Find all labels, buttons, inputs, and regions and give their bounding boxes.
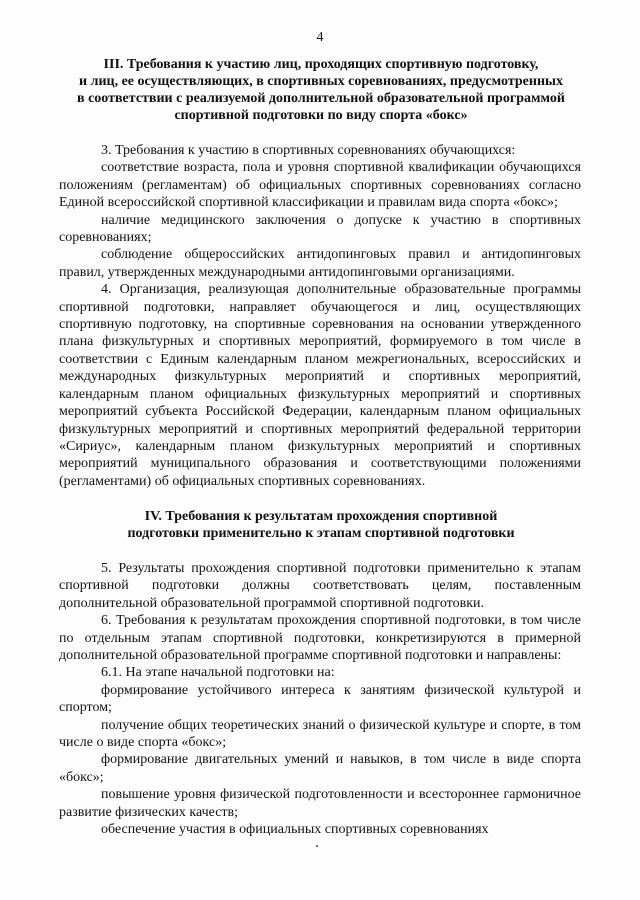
heading-line: III. Требования к участию лиц, проходящих спортивную подготовку, — [103, 57, 539, 72]
section-3-body — [59, 142, 581, 490]
paragraph: 3. Требования к участию в спортивных соревнованиях обучающихся: — [101, 143, 516, 158]
paragraph: 6.1. На этапе начальной подготовки на: — [101, 665, 335, 681]
paragraph: 4. Организация, реализующая дополнительные образовательные программы спортивной подготовки, направляет обучающегося и лиц, осуществляющих спортивную подготовку, на спортивные соревнования на основании утвержденного плана физкультурных и спортивных мероприятий, формируемого в том числе в соответствии с Единым календарным планом межрегиональных, всероссийских и международных физкультурных мероприятий и спортивных мероприятий, календарным планом официальных физкультурных мероприятий и спортивных мероприятий субъекта Российской Федерации, календарным планом официальных физкультурных мероприятий и спортивных мероприятий федеральной территории «Сириус», календарным планом физкультурных мероприятий и спортивных мероприятий муниципального образования и соответствующими положениями (регламентами) об официальных спортивных соревнованиях. — [59, 282, 581, 489]
section-4-body — [59, 560, 581, 839]
section-3-heading — [60, 56, 582, 124]
scan-speck — [316, 845, 318, 847]
heading-line: спортивной подготовки по виду спорта «бокс» — [174, 108, 468, 123]
paragraph: 5. Результаты прохождения спортивной подготовки применительно к этапам спортивной подготовки должны соответствовать целям, поставленным дополнительной образовательной программой спортивной подготовки. — [59, 561, 581, 611]
page-number: 4 — [316, 30, 324, 45]
section-4-heading — [60, 508, 582, 542]
paragraph: обеспечение участия в официальных спортивных соревнованиях — [101, 822, 489, 838]
paragraph: наличие медицинского заключения о допуске к участию в спортивных соревнованиях; — [59, 212, 581, 246]
paragraph: соответствие возраста, пола и уровня спортивной квалификации обучающихся положениям (регламентам) об официальных спортивных соревнованиях согласно Единой всероссийской спортивной классификации и правилам вида спорта «бокс»; — [59, 160, 581, 211]
paragraph: формирование устойчивого интереса к занятиям физической культурой и спортом; — [59, 682, 581, 716]
paragraph: повышение уровня физической подготовленности и всестороннее гармоничное развитие физических качеств; — [59, 787, 581, 820]
paragraph: соблюдение общероссийских антидопинговых правил и антидопинговых правил, утвержденных международными антидопинговыми организациями. — [59, 247, 581, 280]
paragraph: формирование двигательных умений и навыков, в том числе в виде спорта «бокс»; — [59, 752, 581, 785]
heading-line: и лиц, ее осуществляющих, в спортивных соревнованиях, предусмотренных — [79, 74, 563, 89]
heading-line: IV. Требования к результатам прохождения спортивной — [144, 509, 498, 524]
paragraph: получение общих теоретических знаний о физической культуре и спорте, в том числе о виде спорта «бокс»; — [59, 717, 581, 751]
heading-line: подготовки применительно к этапам спортивной подготовки — [127, 526, 515, 541]
heading-line: в соответствии с реализуемой дополнительной образовательной программой — [77, 91, 565, 106]
paragraph: 6. Требования к результатам прохождения спортивной подготовки, в том числе по отдельным этапам спортивной подготовки, конкретизируются в примерной дополнительной образовательной программе спортивной подготовки и направлены: — [59, 613, 581, 664]
